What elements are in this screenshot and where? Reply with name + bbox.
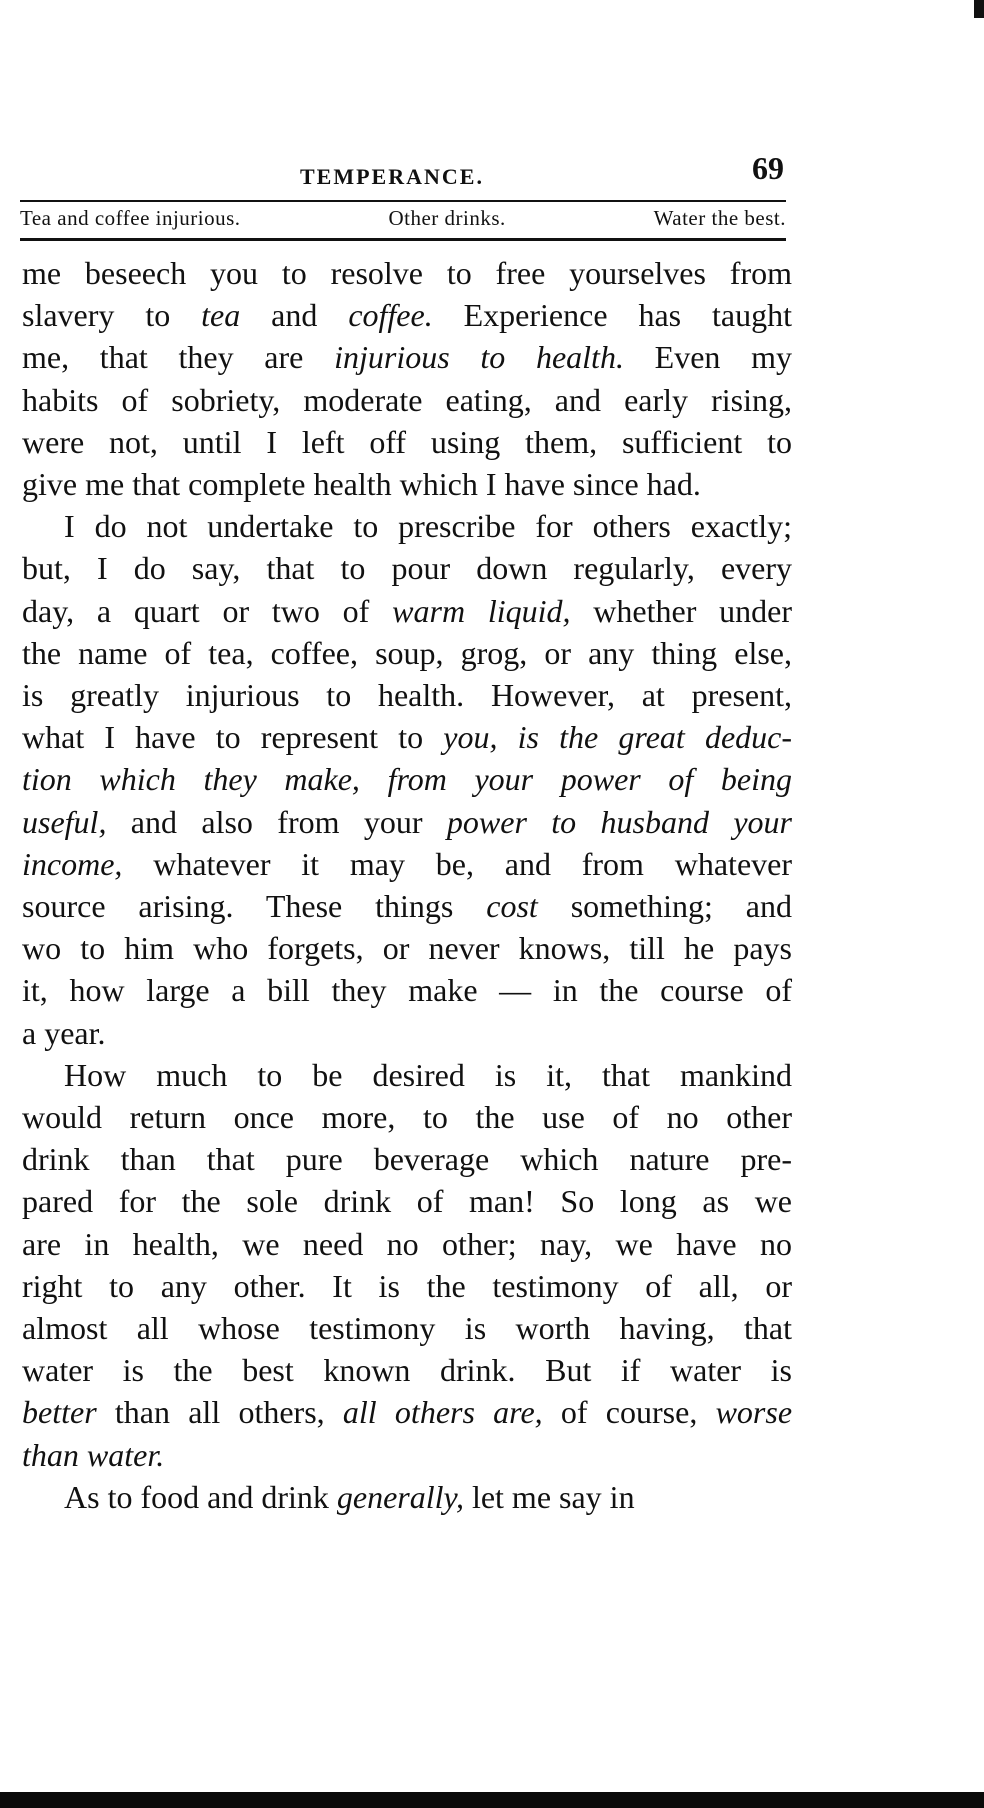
text-run: let me say in [463,1478,635,1515]
italic-run: income, [22,845,123,882]
text-line [22,674,792,716]
text-line [22,252,792,294]
text-run: what I have to represent to [22,719,444,756]
text-line [22,1223,792,1265]
header-rule-bottom [20,238,786,241]
text-run: is greatly injurious to health. However, at present, [22,677,792,714]
text-run: I do not undertake to prescribe for others exactly; [64,508,792,545]
text-line [22,1265,792,1307]
italic-run: injurious to health. [334,339,624,376]
text-run: pared for the sole drink of man! So long as we [22,1183,792,1220]
paragraph-4 [22,1476,792,1518]
text-run: but, I do say, that to pour down regularly, every [22,550,792,587]
page-bottom-edge [0,1792,984,1808]
italic-run: cost [486,888,538,925]
text-line [22,463,792,505]
italic-run: coffee. [348,297,433,334]
text-line [22,547,792,589]
text-line [22,590,792,632]
text-run: whatever it may be, and from whatever [122,845,792,882]
text-run: As to food and drink [64,1478,337,1515]
text-line [22,1391,792,1433]
page-corner-mark [974,0,984,18]
subheads [20,206,786,236]
text-line [22,716,792,758]
text-line [22,885,792,927]
italic-run: than water. [22,1436,165,1473]
italic-run: tion which they make, from your power of being [22,761,792,798]
header-rule-top [20,200,786,202]
text-line [22,843,792,885]
text-run: me, that they are [22,339,335,376]
text-line [22,505,792,547]
text-run: slavery to [22,297,202,334]
text-run: me beseech you to resolve to free yourselves from [22,255,792,291]
text-run: a year. [22,1014,106,1051]
text-run: How much to be desired is it, that mankind [64,1056,792,1093]
text-run: would return once more, to the use of no other [22,1099,792,1136]
page-number: 69 [752,150,784,186]
text-run: are in health, we need no other; nay, we have no [22,1225,792,1262]
text-line [22,1138,792,1180]
text-run: of course, [542,1394,716,1431]
text-line [22,294,792,336]
text-line [22,1180,792,1222]
text-run: it, how large a bill they make — in the course of [22,972,792,1009]
italic-run: generally, [336,1478,464,1515]
italic-run: you, is the great deduc- [443,719,793,756]
italic-run: better [22,1394,97,1431]
text-line [22,421,792,463]
text-run: something; and [537,888,793,925]
text-run: habits of sobriety, moderate eating, and early rising, [22,381,792,418]
text-run: and [240,297,349,334]
text-run: source arising. These things [22,888,487,925]
paragraph-1 [22,252,792,505]
text-line [22,1476,792,1518]
text-line [22,632,792,674]
text-run: Experience has taught [432,297,793,334]
paragraph-2 [22,505,792,1054]
text-line [22,758,792,800]
body-text [22,252,792,1518]
text-run: day, a quart or two of [22,592,393,629]
italic-run: worse [715,1394,793,1431]
text-run: Even my [623,339,793,376]
text-line [22,801,792,843]
text-line [22,1054,792,1096]
running-head [20,148,792,192]
subhead-water-best: Water the best. [653,206,786,230]
text-line [22,1349,792,1391]
text-run: water is the best known drink. But if water is [22,1352,792,1389]
text-run: and also from your [106,803,447,840]
text-line [22,1434,792,1476]
subhead-tea-coffee: Tea and coffee injurious. [20,206,241,230]
italic-run: tea [201,297,241,334]
text-line [22,1012,792,1054]
running-title: TEMPERANCE. [300,164,484,189]
text-run: the name of tea, coffee, soup, grog, or any thing else, [22,634,792,671]
text-run: right to any other. It is the testimony of all, or [22,1267,792,1304]
text-run: almost all whose testimony is worth having, that [22,1310,792,1347]
text-line [22,336,792,378]
text-run: than all others, [96,1394,343,1431]
text-line [22,969,792,1011]
text-run: drink than that pure beverage which nature pre- [22,1141,792,1178]
text-line [22,927,792,969]
text-run: whether under [570,592,793,629]
text-line [22,1096,792,1138]
italic-run: warm liquid, [392,592,571,629]
italic-run: power to husband your [446,803,793,840]
italic-run: useful, [22,803,107,840]
text-line [22,1307,792,1349]
text-run: give me that complete health which I have since had. [22,466,701,503]
paragraph-3 [22,1054,792,1476]
subhead-other-drinks: Other drinks. [388,206,506,230]
text-run: were not, until I left off using them, sufficient to [22,423,792,460]
text-line [22,379,792,421]
italic-run: all others are, [342,1394,543,1431]
text-run: wo to him who forgets, or never knows, till he pays [22,930,792,967]
